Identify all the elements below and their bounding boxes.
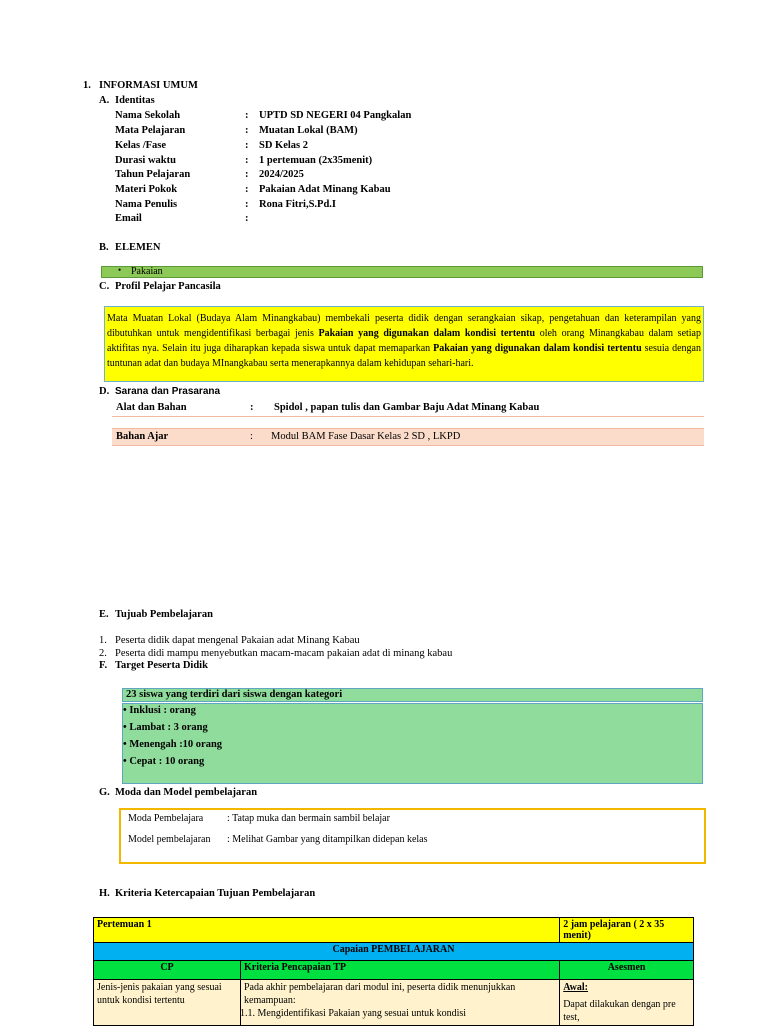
- moda-title: Moda dan Model pembelajaran: [115, 787, 258, 798]
- asesmen-cell: [560, 980, 694, 1026]
- tujuan-title: Tujuab Pembelajaran: [115, 609, 213, 620]
- asesmen-title: Awal:: [563, 982, 589, 993]
- elemen-title: ELEMEN: [115, 242, 161, 253]
- sarana-title: Sarana dan Prasarana: [115, 386, 221, 397]
- profil-text-bold: Pakaian yang digunakan dalam kondisi tertentu: [318, 328, 536, 339]
- identitas-label: Nama Sekolah: [115, 110, 181, 121]
- sarana-colon: :: [250, 431, 253, 442]
- identitas-label: Durasi waktu: [115, 155, 176, 166]
- profil-text: sesuia dengan tuntunan adat dan budaya MInangkabau serta menerapkannya dalam kehidupan sehari-hari.: [107, 343, 701, 369]
- col-kriteria: Kriteria Pencapaian TP: [241, 961, 560, 980]
- profil-title: Profil Pelajar Pancasila: [115, 281, 221, 292]
- sarana-label: Alat dan Bahan: [116, 402, 187, 413]
- sarana-value: Modul BAM Fase Dasar Kelas 2 SD , LKPD: [271, 431, 461, 442]
- identitas-value: 1 pertemuan (2x35menit): [259, 155, 373, 166]
- sarana-letter: D.: [99, 386, 110, 397]
- identitas-colon: :: [245, 213, 249, 224]
- target-box: [122, 703, 703, 784]
- kriteria-cell: [241, 980, 560, 1026]
- identitas-label: Mata Pelajaran: [115, 125, 186, 136]
- profil-text-bold: Pakaian yang digunakan dalam kondisi tertentu: [433, 343, 642, 354]
- target-item: • Menengah :10 orang: [123, 739, 223, 750]
- elemen-letter: B.: [99, 242, 109, 253]
- target-item: • Inklusi : orang: [123, 705, 196, 716]
- tujuan-item: Peserta didik dapat mengenal Pakaian adat Minang Kabau: [115, 635, 360, 646]
- section-title: INFORMASI UMUM: [99, 80, 198, 91]
- profil-letter: C.: [99, 281, 110, 292]
- profil-text: Mata Muatan Lokal (Budaya Alam Minangkabau) membekali peserta didik dengan serangkaian sikap, pengetahuan dan keterampilan yang dibutuhkan untuk mengidentifikasi berbagai jenis: [107, 313, 701, 339]
- moda-label: Moda Pembelajara: [128, 813, 204, 824]
- target-header: 23 siswa yang terdiri dari siswa dengan kategori: [122, 688, 703, 702]
- table-row: [94, 961, 694, 980]
- moda-value: : Melihat Gambar yang ditampilkan didepan kelas: [227, 834, 428, 845]
- kriteria-letter: H.: [99, 888, 110, 899]
- elemen-box: [101, 266, 703, 278]
- identitas-value: Pakaian Adat Minang Kabau: [259, 184, 391, 195]
- asesmen-text: Dapat dilakukan dengan pre test,: [563, 999, 676, 1023]
- target-item: • Cepat : 10 orang: [123, 756, 205, 767]
- elemen-item: Pakaian: [131, 266, 163, 277]
- kriteria-table: [93, 917, 694, 1026]
- jam-cell: 2 jam pelajaran ( 2 x 35 menit): [560, 918, 694, 943]
- identitas-colon: :: [245, 199, 249, 210]
- profil-box: [104, 306, 704, 382]
- sarana-row-alat: [112, 399, 704, 417]
- identitas-colon: :: [245, 184, 249, 195]
- subsection-title: Identitas: [115, 95, 155, 106]
- pertemuan-cell: Pertemuan 1: [94, 918, 560, 943]
- identitas-colon: :: [245, 110, 249, 121]
- moda-value: : Tatap muka dan bermain sambil belajar: [227, 813, 390, 824]
- table-row: [94, 943, 694, 961]
- bullet-icon: •: [118, 265, 122, 275]
- identitas-value: Rona Fitri,S.Pd.I: [259, 199, 337, 210]
- moda-letter: G.: [99, 787, 110, 798]
- kriteria-line: Pada akhir pembelajaran dari modul ini, peserta didik menunjukkan kemampuan:: [244, 982, 516, 1006]
- capaian-cell: Capaian PEMBELAJARAN: [94, 943, 694, 961]
- moda-box: [119, 808, 706, 864]
- identitas-label: Nama Penulis: [115, 199, 178, 210]
- target-title: Target Peserta Didik: [115, 660, 208, 671]
- identitas-colon: :: [245, 140, 249, 151]
- kriteria-line: 1.1. Mengidentifikasi Pakaian yang sesuai untuk kondisi: [240, 1008, 467, 1019]
- identitas-colon: :: [245, 125, 249, 136]
- identitas-colon: :: [245, 169, 249, 180]
- identitas-label: Email: [115, 213, 142, 224]
- kriteria-title: Kriteria Ketercapaian Tujuan Pembelajaran: [115, 888, 316, 899]
- col-asesmen: Asesmen: [560, 961, 694, 980]
- target-letter: F.: [99, 660, 108, 671]
- sarana-colon: :: [250, 402, 254, 413]
- table-row: [94, 918, 694, 943]
- identitas-value: Muatan Lokal (BAM): [259, 125, 358, 136]
- tujuan-num: 1.: [99, 635, 107, 646]
- identitas-colon: :: [245, 155, 249, 166]
- moda-label: Model pembelajaran: [128, 834, 211, 845]
- table-row: [94, 980, 694, 1026]
- tujuan-item: Peserta didi mampu menyebutkan macam-macam pakaian adat di minang kabau: [115, 648, 453, 659]
- subsection-letter: A.: [99, 95, 110, 106]
- sarana-value: Spidol , papan tulis dan Gambar Baju Adat Minang Kabau: [274, 402, 540, 413]
- cp-cell: Jenis-jenis pakaian yang sesuai untuk kondisi tertentu: [94, 980, 241, 1026]
- profil-text: oleh orang Minangkabau dalam setiap aktifitas nya. Selain itu juga diharapkan kepada siswa untuk dapat memaparkan: [107, 328, 702, 354]
- identitas-label: Tahun Pelajaran: [115, 169, 191, 180]
- identitas-value: SD Kelas 2: [259, 140, 309, 151]
- target-item: • Lambat : 3 orang: [123, 722, 208, 733]
- sarana-row-bahan-ajar: [112, 428, 704, 446]
- col-cp: CP: [94, 961, 241, 980]
- identitas-value: UPTD SD NEGERI 04 Pangkalan: [259, 110, 412, 121]
- identitas-label: Materi Pokok: [115, 184, 178, 195]
- tujuan-letter: E.: [99, 609, 109, 620]
- tujuan-num: 2.: [99, 648, 107, 659]
- section-number: 1.: [83, 80, 91, 91]
- sarana-label: Bahan Ajar: [116, 431, 169, 442]
- identitas-label: Kelas /Fase: [115, 140, 167, 151]
- identitas-value: 2024/2025: [259, 169, 304, 180]
